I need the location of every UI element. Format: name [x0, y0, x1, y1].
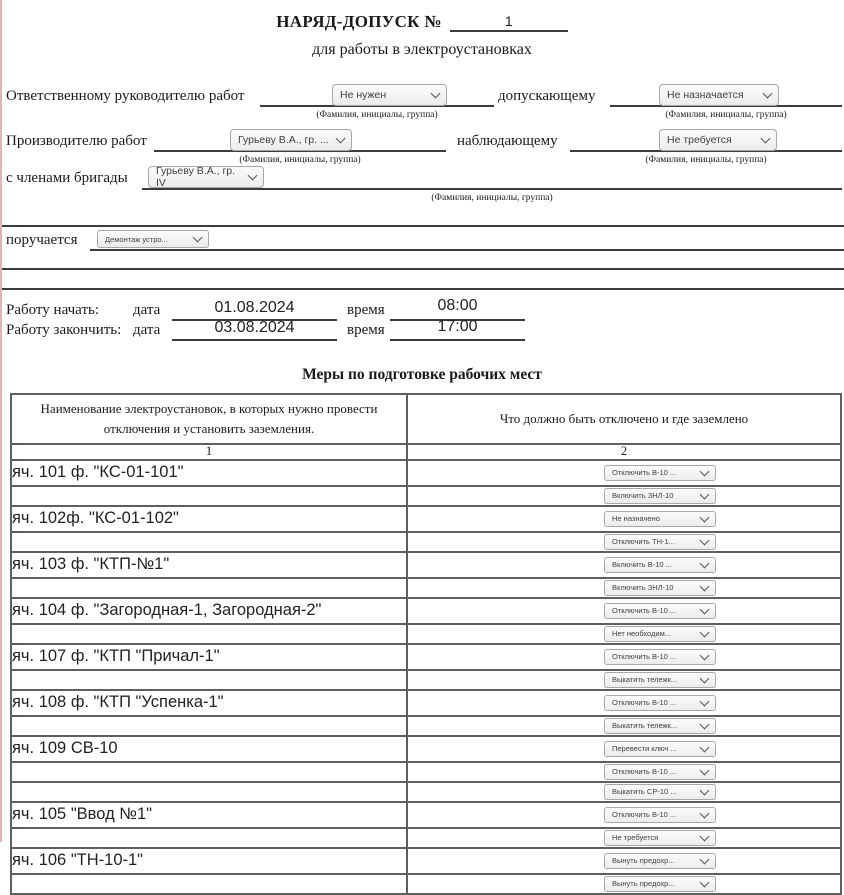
action-cell — [407, 532, 841, 552]
installation-name-cell — [11, 874, 407, 894]
column-number-1: 1 — [11, 444, 407, 460]
installation-name-cell — [11, 828, 407, 848]
table-row — [11, 874, 841, 894]
chevron-down-icon — [700, 719, 710, 729]
table-row — [11, 552, 841, 578]
chevron-down-icon — [700, 673, 710, 683]
responsible-select-value: Не нужен — [340, 89, 387, 101]
action-select-value: Вынуть предохр... — [612, 879, 675, 889]
installation-name-cell — [11, 578, 407, 598]
finish-time-underline — [390, 339, 525, 341]
time-label: время — [347, 302, 385, 318]
action-select[interactable] — [604, 784, 716, 800]
action-select-value: Отключить В-10 ... — [612, 652, 677, 662]
action-select-value: Не требуется — [612, 833, 659, 843]
action-select[interactable] — [604, 672, 716, 688]
action-select-value: Отключить В-10 ... — [612, 810, 677, 820]
action-cell — [407, 578, 841, 598]
action-cell — [407, 828, 841, 848]
installation-name-cell — [11, 670, 407, 690]
table-row — [11, 762, 841, 782]
action-cell — [407, 506, 841, 532]
column-header-actions: Что должно быть отключено и где заземлено — [407, 394, 841, 444]
chevron-down-icon — [700, 466, 710, 476]
chevron-down-icon — [700, 742, 710, 752]
chevron-down-icon — [700, 604, 710, 614]
action-select[interactable] — [604, 488, 716, 504]
table-number-row — [11, 444, 841, 460]
action-select[interactable] — [604, 718, 716, 734]
action-select-value: Выкатить тележк... — [612, 675, 678, 685]
field-hint: (Фамилия, инициалы, группа) — [645, 155, 767, 165]
action-select[interactable] — [604, 764, 716, 780]
action-select[interactable] — [604, 649, 716, 665]
chevron-down-icon — [700, 854, 710, 864]
start-date-value[interactable]: 01.08.2024 — [214, 299, 295, 316]
action-select-value: Включить ЗНЛ-10 — [612, 491, 674, 501]
table-row — [11, 782, 841, 802]
chevron-down-icon — [700, 785, 710, 795]
producer-label: Производителю работ — [6, 133, 147, 149]
finish-label: Работу закончить: — [6, 322, 122, 338]
installation-name-cell: яч. 102ф. "КС-01-102" — [11, 506, 407, 532]
producer-select[interactable] — [230, 129, 352, 151]
table-row — [11, 624, 841, 644]
chevron-down-icon — [336, 134, 346, 144]
action-select-value: Отключить В-10 ... — [612, 468, 677, 478]
action-select[interactable] — [604, 830, 716, 846]
chevron-down-icon — [431, 89, 441, 99]
action-cell — [407, 848, 841, 874]
action-select-value: Перевести ключ ... — [612, 744, 677, 754]
table-row — [11, 802, 841, 828]
admitting-select[interactable] — [659, 84, 779, 106]
finish-date-underline — [172, 339, 337, 341]
action-select[interactable] — [604, 511, 716, 527]
installation-name-cell: яч. 106 "ТН-10-1" — [11, 848, 407, 874]
action-select[interactable] — [604, 534, 716, 550]
action-cell — [407, 736, 841, 762]
installation-name-cell — [11, 624, 407, 644]
action-cell — [407, 624, 841, 644]
action-select-value: Включить В-10 ... — [612, 560, 672, 570]
time-label: время — [347, 322, 385, 338]
responsible-select[interactable] — [332, 84, 447, 106]
field-hint: (Фамилия, инициалы, группа) — [665, 110, 787, 120]
action-select-value: Нет необходим... — [612, 629, 672, 639]
action-cell — [407, 598, 841, 624]
chevron-down-icon — [761, 134, 771, 144]
action-select[interactable] — [604, 580, 716, 596]
chevron-down-icon — [700, 877, 710, 887]
installation-name-cell: яч. 107 ф. "КТП "Причал-1" — [11, 644, 407, 670]
action-select[interactable] — [604, 876, 716, 892]
column-number-2: 2 — [407, 444, 841, 460]
brigade-select-value: Гурьеву В.А., гр. IV — [156, 165, 236, 189]
table-row — [11, 598, 841, 624]
chevron-down-icon — [700, 512, 710, 522]
action-cell — [407, 874, 841, 894]
action-select[interactable] — [604, 807, 716, 823]
table-header-row — [11, 394, 841, 444]
action-cell — [407, 644, 841, 670]
table-row — [11, 736, 841, 762]
date-label: дата — [133, 322, 161, 338]
responsible-label: Ответственному руководителю работ — [6, 88, 245, 104]
measures-heading: Меры по подготовке рабочих мест — [302, 366, 542, 383]
action-select-value: Отключить В-10 ... — [612, 698, 677, 708]
action-select-value: Отключить В-10 ... — [612, 767, 677, 777]
installation-name-cell: яч. 109 СВ-10 — [11, 736, 407, 762]
finish-date-value[interactable]: 03.08.2024 — [214, 319, 295, 336]
chevron-down-icon — [248, 171, 258, 181]
action-cell — [407, 460, 841, 486]
chevron-down-icon — [763, 89, 773, 99]
installation-name-cell: яч. 105 "Ввод №1" — [11, 802, 407, 828]
action-cell — [407, 782, 841, 802]
installation-name-cell — [11, 486, 407, 506]
field-hint: (Фамилия, инициалы, группа) — [239, 155, 361, 165]
table-row — [11, 848, 841, 874]
task-label: поручается — [6, 232, 78, 248]
table-row — [11, 460, 841, 486]
table-row — [11, 670, 841, 690]
chevron-down-icon — [700, 581, 710, 591]
chevron-down-icon — [700, 696, 710, 706]
start-time-value[interactable]: 08:00 — [437, 297, 478, 314]
task-select-value: Демонтаж устро... — [105, 234, 168, 244]
action-cell — [407, 552, 841, 578]
installation-name-cell: яч. 108 ф. "КТП "Успенка-1" — [11, 690, 407, 716]
action-select[interactable] — [604, 741, 716, 757]
action-select[interactable] — [604, 695, 716, 711]
measures-body — [11, 460, 841, 894]
page-subtitle: для работы в электроустановках — [312, 41, 532, 58]
form-title-row — [2, 12, 842, 32]
action-select-value: Включить ЗНЛ-10 — [612, 583, 674, 593]
producer-select-value: Гурьеву В.А., гр. ... — [238, 134, 329, 146]
brigade-label: с членами бригады — [6, 170, 128, 186]
action-select[interactable] — [604, 603, 716, 619]
table-row — [11, 532, 841, 552]
task-select[interactable] — [97, 230, 209, 248]
table-row — [11, 506, 841, 532]
action-cell — [407, 802, 841, 828]
action-select-value: Отключить В-10 ... — [612, 606, 677, 616]
action-cell — [407, 670, 841, 690]
chevron-down-icon — [700, 489, 710, 499]
action-select-value: Отключить ТН-1... — [612, 537, 675, 547]
brigade-select[interactable] — [148, 166, 264, 188]
field-hint: (Фамилия, инициалы, группа) — [316, 110, 438, 120]
chevron-down-icon — [700, 535, 710, 545]
table-row — [11, 644, 841, 670]
action-cell — [407, 716, 841, 736]
observer-select-value: Не требуется — [667, 134, 732, 146]
chevron-down-icon — [700, 558, 710, 568]
observer-select[interactable] — [659, 129, 777, 151]
chevron-down-icon — [700, 627, 710, 637]
measures-table — [10, 393, 842, 895]
permit-number-field[interactable]: 1 — [450, 13, 568, 32]
table-row — [11, 716, 841, 736]
date-label: дата — [133, 302, 161, 318]
table-row — [11, 690, 841, 716]
action-cell — [407, 486, 841, 506]
chevron-down-icon — [700, 808, 710, 818]
page-title: НАРЯД-ДОПУСК № — [276, 12, 442, 31]
installation-name-cell — [11, 762, 407, 782]
admitting-label: допускающему — [498, 88, 596, 104]
column-header-installations: Наименование электроустановок, в которых нужно провести отключения и установить заземления. — [11, 394, 407, 444]
chevron-down-icon — [193, 233, 203, 243]
chevron-down-icon — [700, 650, 710, 660]
table-row — [11, 828, 841, 848]
admitting-select-value: Не назначается — [667, 89, 744, 101]
installation-name-cell: яч. 101 ф. "КС-01-101" — [11, 460, 407, 486]
start-label: Работу начать: — [6, 302, 100, 318]
installation-name-cell: яч. 104 ф. "Загородная-1, Загородная-2" — [11, 598, 407, 624]
installation-name-cell — [11, 716, 407, 736]
action-select[interactable] — [604, 557, 716, 573]
installation-name-cell — [11, 532, 407, 552]
table-row — [11, 578, 841, 598]
action-select-value: Вынуть предохр... — [612, 856, 675, 866]
blank-rule-line — [2, 268, 844, 270]
action-cell — [407, 690, 841, 716]
chevron-down-icon — [700, 831, 710, 841]
installation-name-cell — [11, 782, 407, 802]
finish-time-value[interactable]: 17:00 — [437, 318, 478, 335]
chevron-down-icon — [700, 765, 710, 775]
installation-name-cell: яч. 103 ф. "КТП-№1" — [11, 552, 407, 578]
task-underline — [90, 249, 844, 251]
action-select[interactable] — [604, 853, 716, 869]
action-select-value: Не назначено — [612, 514, 660, 524]
blank-rule-line — [2, 288, 844, 290]
action-select[interactable] — [604, 626, 716, 642]
table-row — [11, 486, 841, 506]
action-select-value: Выкатить тележк... — [612, 721, 678, 731]
action-select-value: Выкатить СР-10 ... — [612, 787, 677, 797]
blank-rule-line — [2, 225, 844, 227]
field-hint: (Фамилия, инициалы, группа) — [431, 193, 553, 203]
action-cell — [407, 762, 841, 782]
action-select[interactable] — [604, 465, 716, 481]
observer-label: наблюдающему — [457, 133, 558, 149]
brigade-underline — [142, 188, 842, 190]
